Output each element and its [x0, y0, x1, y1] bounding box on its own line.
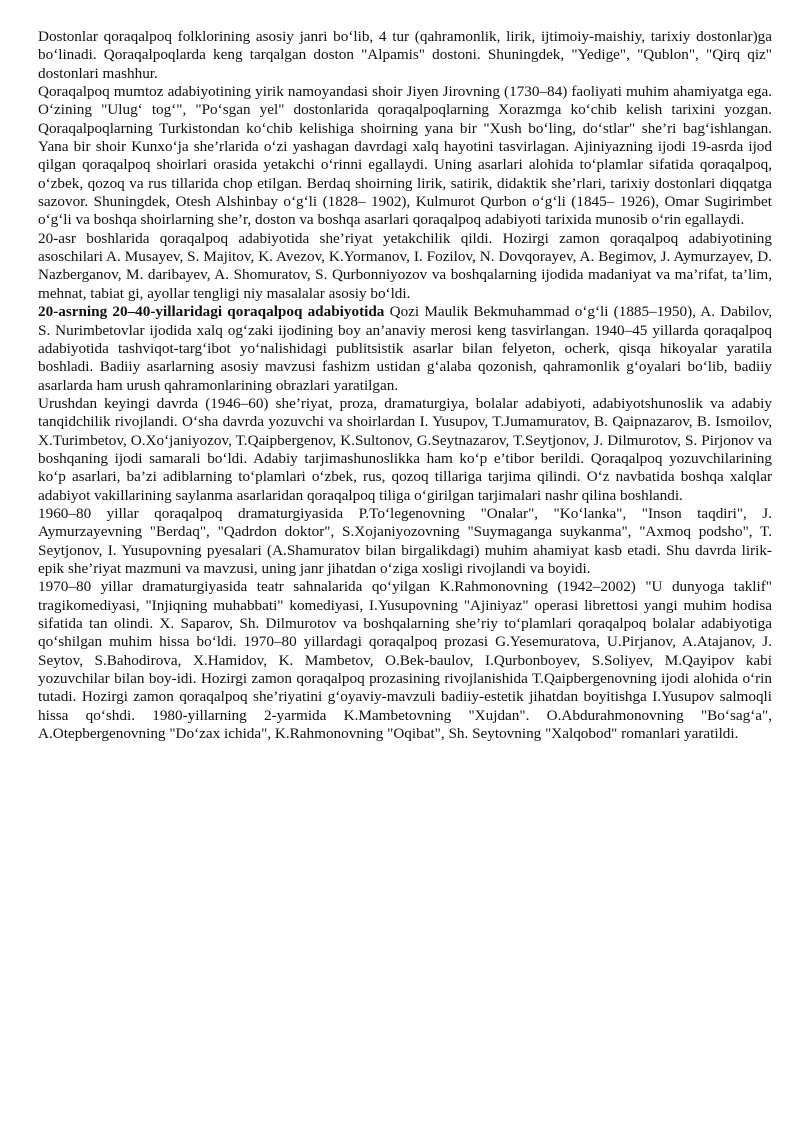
paragraph-text: 20-asr boshlarida qoraqalpoq adabiyotida she’riyat yetakchilik qildi. Hozirgi zamon qoraqalpoq adabiyotining asoschilari A. Musayev, S. Majitov, K. Avezov, K.Yormanov, I. Fozilov, N. Dovqorayev, A. Begimov, J. Aymurzayev, D. Nazberganov, M. daribayev, A. Shomuratov, S. Qurbonniyozov va boshqalarning ijodida madaniyat va ma’rifat, ta’lim, mehnat, tabiat gi, ayollar tengligi niy masalalar asosiy bo‘ldi.	[38, 229, 772, 302]
paragraph-text: Qoraqalpoq mumtoz adabiyotining yirik namoyandasi shoir Jiyen Jirovning (1730–84) faoliyati muhim ahamiyatga ega. O‘zining "Ulug‘ tog‘", "Po‘sgan yel" dostonlarida qoraqalpoqlarning Xorazmga ko‘chib kelish tarixini yozgan. Qoraqalpoqlarning Turkistondan ko‘chib kelishiga shoirning yana bir "Xush bo‘ling, do‘stlar" she’ri bag‘ishlangan. Yana bir shoir Kunxo‘ja she’rlarida o‘zi yashagan davrdagi xalq hayotini tasvirlagan. Ajiniyazning ijodi 19-asrda ijod qilgan qoraqalpoq shoirlari orasida yetakchi o‘rinni egallaydi. Uning asarlari alohida to‘plamlar sifatida qoraqalpoq, o‘zbek, qozoq va rus tillarida chop etilgan. Berdaq shoirning lirik, satirik, didaktik she’rlari, tarixiy dostonlari diqqatga sazovor. Shuningdek, Otesh Alshinbay o‘g‘li (1828– 1902), Kulmurot Qurbon o‘g‘li (1845– 1926), Omar Sugirimbet o‘g‘li va boshqa shoirlarning she’r, doston va boshqa asarlari qoraqalpoq adabiyoti tarixida munosib o‘rin egallaydi.	[38, 83, 772, 229]
paragraph-text: 1970–80 yillar dramaturgiyasida teatr sahnalarida qo‘yilgan K.Rahmonovning (1942–2002) "U dunyoga taklif" tragikomediyasi, "Injiqning muhabbati" komediyasi, I.Yusupovning "Ajiniyaz" operasi librettosi yangi muhim hodisa sifatida tan olindi. X. Saparov, Sh. Dilmurotov va boshqalarning she’riy to‘plamlari qoraqalpoq bolalar adabiyotiga qo‘shilgan muhim hissa bo‘ldi. 1970–80 yillardagi qoraqalpoq prozasi G.Yesemuratova, U.Pirjanov, A.Atajanov, J. Seytov, S.Bahodirova, X.Hamidov, K. Mambetov, O.Bek-baulov, I.Qurbonboyev, S.Soliyev, M.Qayipov kabi yozuvchilar bilan boy-idi. Hozirgi zamon qoraqalpoq prozasining rivojlanishida T.Qaipbergenovning ijodi alohida o‘rin tutadi. Hozirgi zamon qoraqalpoq she’riyatini g‘oyaviy-mavzuli badiiy-estetik jihatdan boyitishga I.Yusupov salmoqli hissa qo‘shdi. 1980-yillarning 2-yarmida K.Mambetovning "Xujdan". O.Abdurahmonovning "Bo‘sag‘a", A.Otepbergenovning "Do‘zax ichida", K.Rahmonovning "Oqibat", Sh. Seytovning "Xalqobod" romanlari yaratildi.	[38, 578, 772, 743]
paragraph-bold-lead: 20-asrning 20–40-yillaridagi qoraqalpoq adabiyotida	[38, 303, 385, 321]
paragraph-jiyen-jirov	[38, 83, 772, 230]
paragraph-1920-1940	[38, 303, 772, 395]
paragraph-1970-1980-drama-prose	[38, 578, 772, 743]
paragraph-20th-century	[38, 230, 772, 303]
paragraph-1960-1980-drama	[38, 505, 772, 578]
paragraph-post-war	[38, 395, 772, 505]
paragraph-text: Qozi Maulik Bekmuhammad o‘g‘li (1885–1950), A. Dabilov, S. Nurimbetovlar ijodida xalq og‘zaki ijodining boy an’anaviy merosi keng tasvirlangan. 1940–45 yillarda qoraqalpoq adabiyotida tashviqot-targ‘ibot yo‘nalishidagi publitsistik asarlar bilan felyeton, ocherk, qisqa hikoyalar yaratila boshladi. Badiiy asarlarning asosiy mavzusi fashizm ustidan g‘alaba qozonish, qahramonlik g‘oyalari bo‘lib, badiiy asarlarda ham urush qahramonlarining obrazlari yaratilgan.	[38, 303, 772, 394]
document-page	[38, 28, 772, 743]
paragraph-text: Urushdan keyingi davrda (1946–60) she’riyat, proza, dramaturgiya, bolalar adabiyoti, adabiyotshunoslik va adabiy tanqidchilik rivojlandi. O‘sha davrda yozuvchi va shoirlardan I. Yusupov, T.Jumamuratov, B. Qaipnazarov, B. Ismoilov, X.Turimbetov, O.Xo‘janiyozov, T.Qaipbergenov, K.Sultonov, G.Seytnazarov, T.Seytjonov, J. Dilmurotov, S. Pirjonov va boshqaning ijodi samarali bo‘ldi. Adabiy tarjimashunoslikka ham ko‘p e’tibor berildi. Qoraqalpoq yozuvchilarining ko‘p asarlari, ba’zi adiblarning to‘plamlari o‘zbek, rus, qozoq tillariga tarjima qilindi. O‘z navbatida boshqa xalqlar adabiyot vakillarining saylanma asarlaridan qoraqalpoq tiliga o‘girilgan tarjimalari nashr qilina boshlandi.	[38, 394, 772, 504]
paragraph-text: Dostonlar qoraqalpoq folklorining asosiy janri bo‘lib, 4 tur (qahramonlik, lirik, ijtimoiy-maishiy, tarixiy dostonlar)ga bo‘linadi. Qoraqalpoqlarda keng tarqalgan doston "Alpamis" dostoni. Shuningdek, "Yedige", "Qublon", "Qirq qiz" dostonlari mashhur.	[38, 28, 772, 82]
paragraph-dostonlar	[38, 28, 772, 83]
paragraph-text: 1960–80 yillar qoraqalpoq dramaturgiyasida P.To‘legenovning "Onalar", "Ko‘lanka", "Inson taqdiri", J. Aymurzayevning "Berdaq", "Qadrdon doktor", S.Xojaniyozovning "Suymaganga suykanma", "Axmoq podsho", T. Seytjonov, I. Yusupovning pyesalari (A.Shamuratov bilan birgalikdagi) muhim ahamiyat kasb etadi. Shu davrda lirik-epik she’riyat mazmuni va mavzusi, uning janr jihatdan o‘ziga xosligi rivojlandi va boyidi.	[38, 504, 772, 577]
